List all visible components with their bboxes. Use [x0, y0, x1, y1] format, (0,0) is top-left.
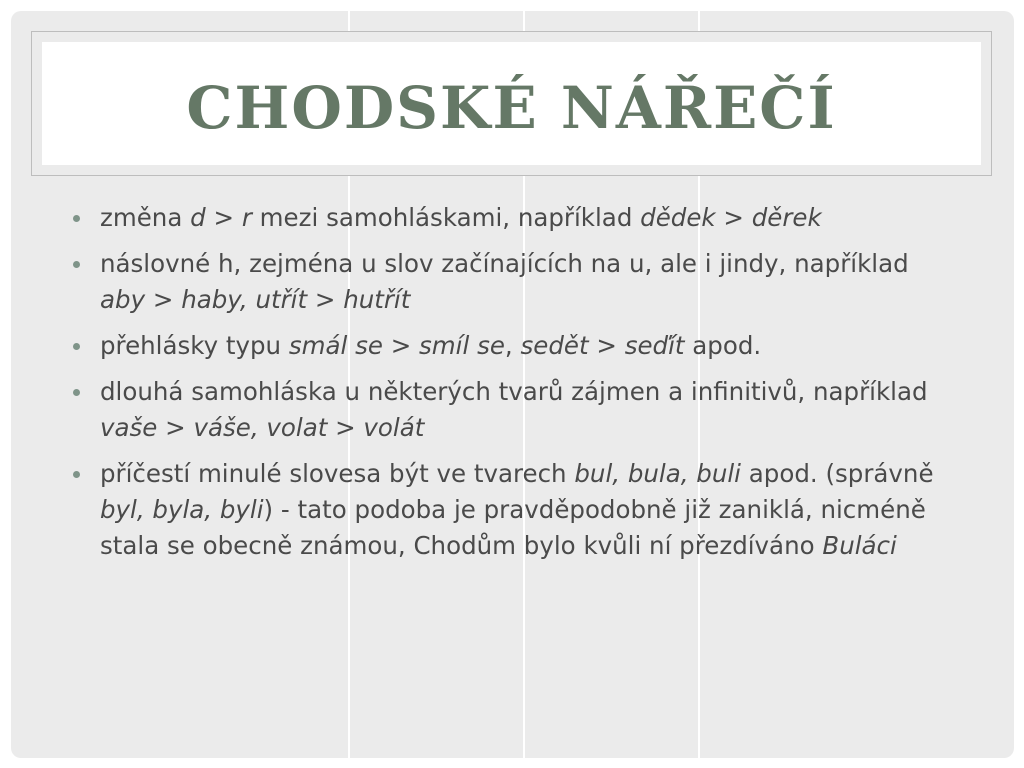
italic-run: sedět: [520, 331, 589, 360]
text-run: mezi samohláskami, například: [251, 203, 641, 232]
italic-run: bul, bula, buli: [574, 459, 741, 488]
italic-run: volát: [363, 413, 425, 442]
italic-run: smál se: [288, 331, 383, 360]
title-box: [42, 42, 981, 165]
bullet-dot-icon: [73, 471, 80, 478]
text-run: >: [327, 413, 364, 442]
text-run: >: [307, 285, 344, 314]
italic-run: děrek: [751, 203, 822, 232]
bullet-dot-icon: [73, 215, 80, 222]
italic-run: vaše: [100, 413, 158, 442]
bullet-dot-icon: [73, 261, 80, 268]
text-run: náslovné h, zejména u slov začínajících na u, ale i jindy, například: [100, 249, 909, 278]
text-run: apod.: [684, 331, 762, 360]
text-run: >: [205, 203, 242, 232]
italic-run: seďít: [624, 331, 685, 360]
bullet-item: [73, 374, 953, 446]
slide: [11, 11, 1014, 758]
italic-run: r: [241, 203, 252, 232]
bullet-item: [73, 328, 953, 364]
bullet-item: [73, 200, 953, 236]
bullet-dot-icon: [73, 389, 80, 396]
text-run: >: [157, 413, 194, 442]
bullet-item: [73, 456, 953, 564]
bullet-item: [73, 246, 953, 318]
text-run: >: [588, 331, 625, 360]
text-run: ) - tato podoba je pravděpodobně již zaniklá, nicméně stala se obecně známou, Chodům bylo kvůli ní přezdíváno: [100, 495, 926, 560]
italic-run: d: [190, 203, 206, 232]
slide-title: CHODSKÉ NÁŘEČÍ: [186, 73, 837, 142]
bullet-text: [100, 203, 822, 232]
text-run: dlouhá samohláska u některých tvarů zájmen a infinitivů, například: [100, 377, 928, 406]
text-run: >: [715, 203, 752, 232]
italic-run: váše, volat: [193, 413, 328, 442]
text-run: apod. (správně: [741, 459, 934, 488]
italic-run: byl, byla, byli: [100, 495, 264, 524]
bullet-list: [73, 200, 953, 574]
italic-run: smíl se: [419, 331, 505, 360]
italic-run: aby: [100, 285, 146, 314]
text-run: >: [145, 285, 182, 314]
italic-run: hutřít: [343, 285, 411, 314]
bullet-text: [100, 377, 928, 442]
italic-run: dědek: [640, 203, 716, 232]
text-run: změna: [100, 203, 191, 232]
text-run: přehlásky typu: [100, 331, 289, 360]
bullet-dot-icon: [73, 343, 80, 350]
italic-run: haby, utřít: [181, 285, 308, 314]
italic-run: Buláci: [822, 531, 897, 560]
text-run: ,: [504, 331, 521, 360]
text-run: příčestí minulé slovesa být ve tvarech: [100, 459, 575, 488]
bullet-text: [100, 249, 909, 314]
bullet-text: [100, 459, 934, 560]
bullet-text: [100, 331, 761, 360]
title-frame: [31, 31, 992, 176]
text-run: >: [382, 331, 420, 360]
